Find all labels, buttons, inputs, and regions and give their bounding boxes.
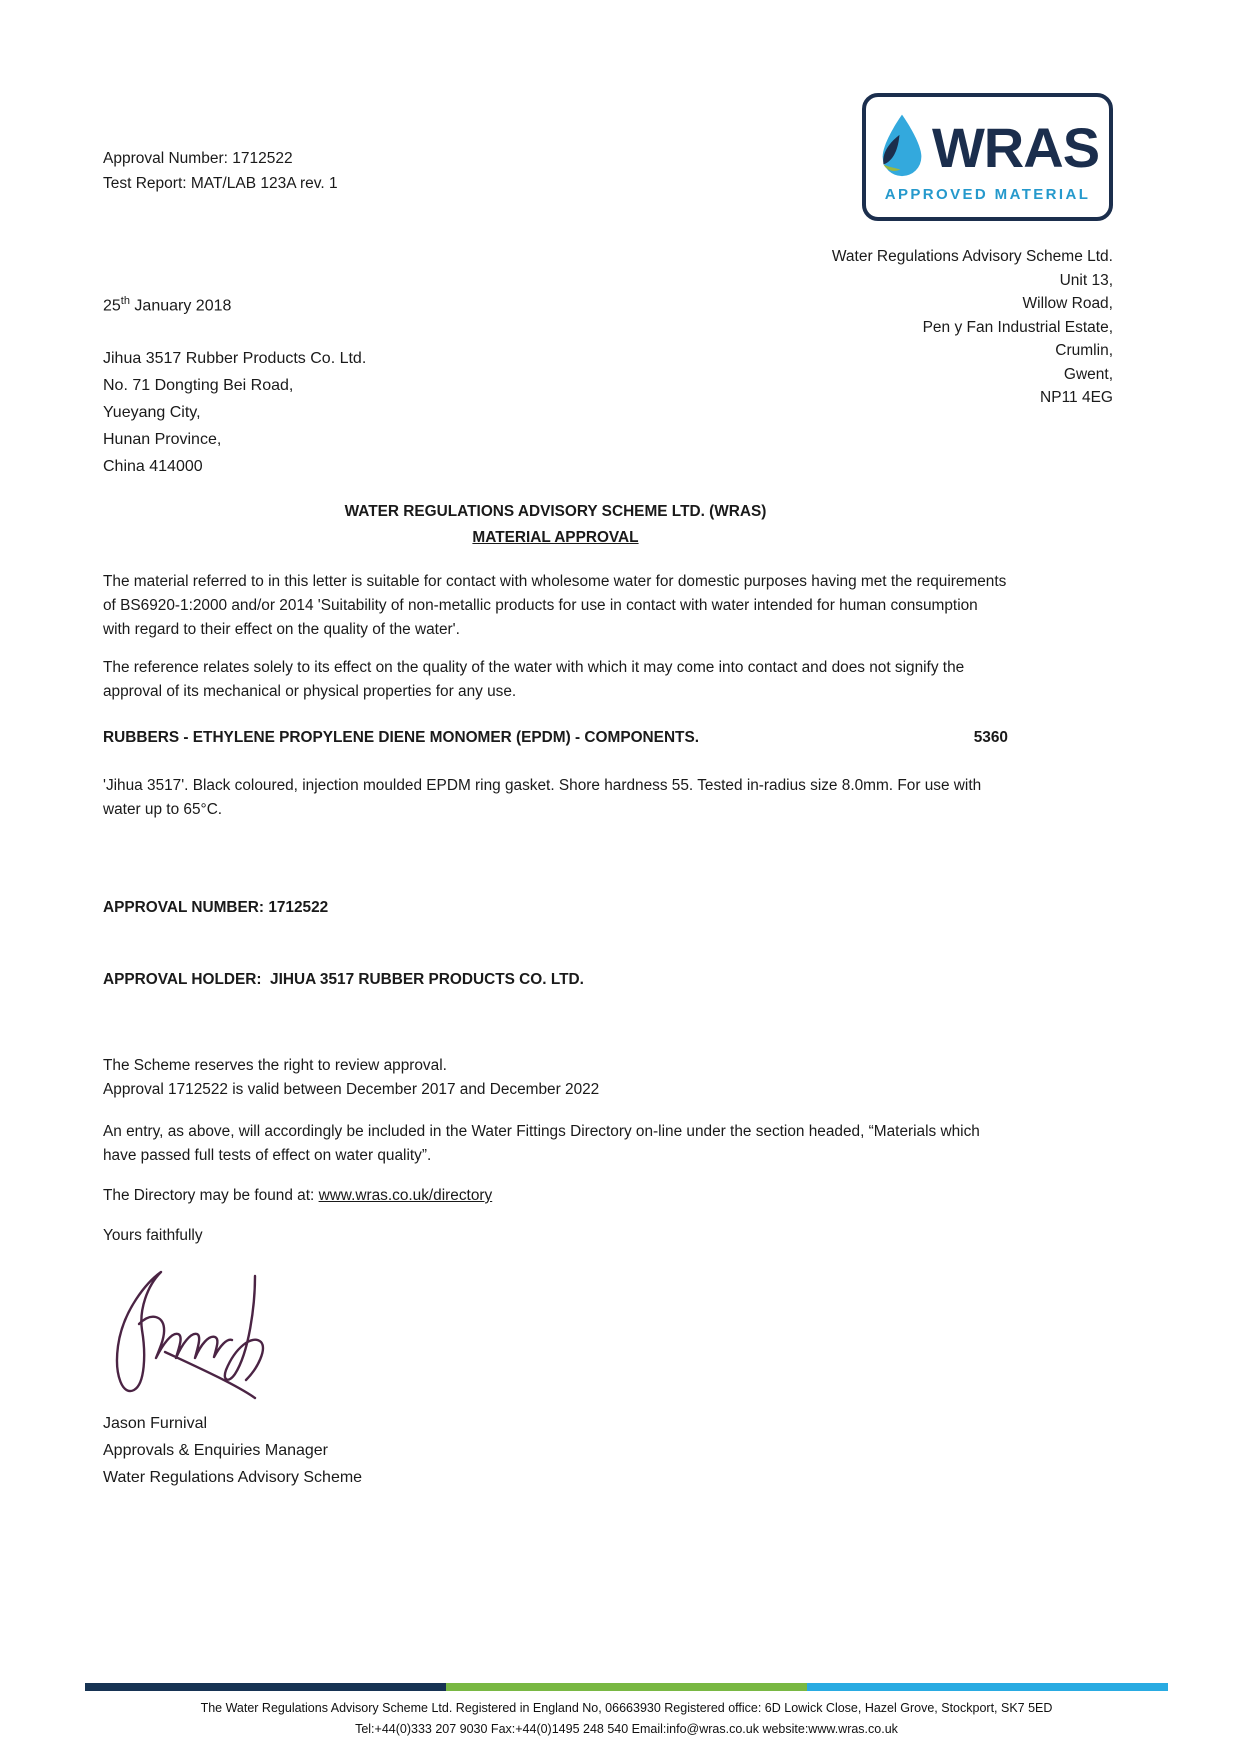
approval-meta: [103, 146, 338, 196]
approval-block: [103, 848, 1008, 1040]
recipient-address-line: China 414000: [103, 458, 203, 475]
footer-registered-line: The Water Regulations Advisory Scheme Ltd. Registered in England No, 06663930 Registered office: 6D Lowick Close, Hazel Grove, Stockport, SK7 5ED: [200, 1701, 1053, 1715]
water-drop-icon: [876, 113, 928, 182]
section-heading: RUBBERS - ETHYLENE PROPYLENE DIENE MONOMER (EPDM) - COMPONENTS.: [103, 729, 699, 746]
signoff-block: [103, 1410, 1008, 1491]
sender-address-line: Willow Road,: [1022, 295, 1113, 312]
approval-number-line: Approval Number: 1712522: [103, 150, 293, 167]
recipient-address-line: Jihua 3517 Rubber Products Co. Ltd.: [103, 350, 367, 367]
review-validity-block: [103, 1054, 1008, 1102]
paragraph-suitability: The material referred to in this letter is suitable for contact with wholesome water for domestic purposes having met the requirements of BS6920-1:2000 and/or 2014 'Suitability of non-metallic products for use in contact with water intended for human consumption with regard to their effect on the quality of the water'.: [103, 573, 1007, 638]
letter-title-line1: WATER REGULATIONS ADVISORY SCHEME LTD. (WRAS): [344, 503, 767, 520]
footer-bar-blue: [807, 1683, 1168, 1691]
footer-text: [85, 1698, 1168, 1740]
paragraph-reference: The reference relates solely to its effect on the quality of the water with which it may come into contact and does not signify the approval of its mechanical or physical properties for any use.: [103, 659, 965, 700]
section-code: 5360: [973, 729, 1008, 746]
approval-holder-bold-line: APPROVAL HOLDER: JIHUA 3517 RUBBER PRODUCTS CO. LTD.: [103, 971, 584, 988]
signature-scribble-icon: [103, 1256, 293, 1406]
footer-contact-line: Tel:+44(0)333 207 9030 Fax:+44(0)1495 248 540 Email:info@wras.co.uk website:www.wras.co.uk: [355, 1722, 898, 1736]
directory-line: [103, 1184, 1008, 1208]
review-line: The Scheme reserves the right to review approval.: [103, 1057, 447, 1074]
recipient-address-line: No. 71 Dongting Bei Road,: [103, 377, 294, 394]
signoff-org: Water Regulations Advisory Scheme: [103, 1469, 363, 1486]
signoff-name: Jason Furnival: [103, 1415, 208, 1432]
signoff-role: Approvals & Enquiries Manager: [103, 1442, 329, 1459]
approval-number-bold-line: APPROVAL NUMBER: 1712522: [103, 899, 329, 916]
logo-tagline: APPROVED MATERIAL: [884, 186, 1091, 203]
date-rest: January 2018: [129, 297, 232, 315]
recipient-address-line: Yueyang City,: [103, 404, 201, 421]
footer-bar-navy: [85, 1683, 446, 1691]
validity-line: Approval 1712522 is valid between December 2017 and December 2022: [103, 1081, 600, 1098]
wras-logo: [862, 93, 1113, 221]
letter-body: [103, 500, 1008, 1491]
date-ordinal: th: [120, 295, 130, 307]
letter-title-line2-text: MATERIAL APPROVAL: [472, 529, 639, 546]
footer-bar-green: [446, 1683, 807, 1691]
product-description: 'Jihua 3517'. Black coloured, injection moulded EPDM ring gasket. Shore hardness 55. Tested in-radius size 8.0mm. For use with water up to 65°C.: [103, 777, 982, 818]
test-report-line: Test Report: MAT/LAB 123A rev. 1: [103, 175, 338, 192]
sender-address: [832, 245, 1113, 410]
date-day: 25: [103, 297, 121, 315]
directory-link[interactable]: www.wras.co.uk/directory: [318, 1187, 493, 1204]
sender-address-line: NP11 4EG: [1040, 389, 1113, 406]
sender-address-line: Crumlin,: [1055, 342, 1113, 359]
letter-date: [103, 295, 231, 315]
paragraph-directory-entry: An entry, as above, will accordingly be included in the Water Fittings Directory on-line under the section headed, “Materials which have passed full tests of effect on water quality”.: [103, 1123, 980, 1164]
directory-prefix: The Directory may be found at:: [103, 1187, 319, 1204]
section-heading-row: [103, 726, 1008, 750]
letter-title-line2: [103, 526, 1008, 550]
signature: [103, 1256, 1008, 1406]
logo-wordmark: WRAS: [931, 115, 1100, 179]
sender-address-line: Unit 13,: [1059, 271, 1113, 289]
sender-address-line: Water Regulations Advisory Scheme Ltd.: [831, 248, 1113, 265]
sender-address-line: Pen y Fan Industrial Estate,: [922, 318, 1113, 336]
recipient-address-line: Hunan Province,: [103, 431, 222, 448]
closing-line: Yours faithfully: [103, 1227, 203, 1244]
sender-address-line: Gwent,: [1063, 365, 1113, 383]
recipient-address: [103, 345, 366, 480]
footer-color-bar: [85, 1683, 1168, 1691]
